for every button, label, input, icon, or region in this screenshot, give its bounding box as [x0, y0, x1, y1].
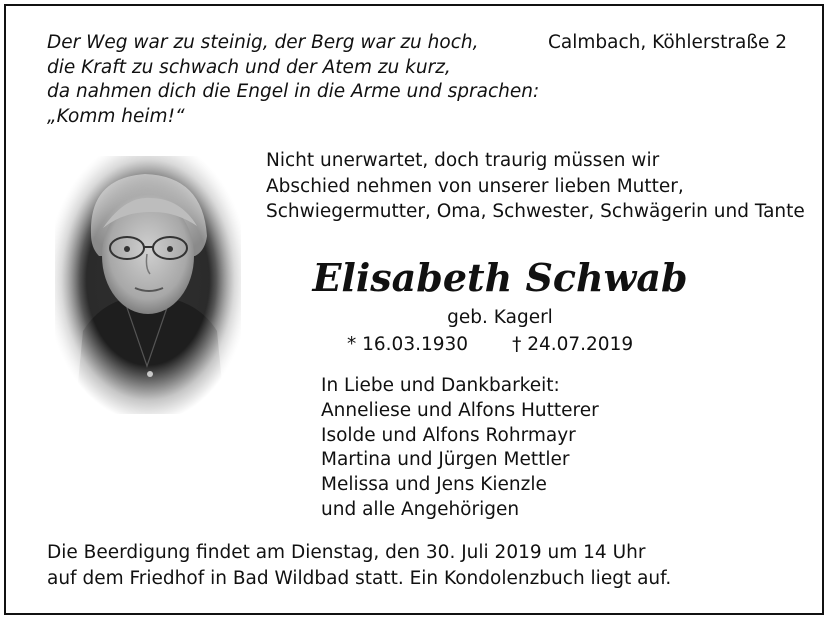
- family-intro: In Liebe und Dankbarkeit:: [321, 375, 560, 396]
- announcement-line: Abschied nehmen von unserer lieben Mutter,: [266, 175, 684, 197]
- birth-date: * 16.03.1930: [347, 334, 469, 355]
- family-member: Isolde und Alfons Rohrmayr: [321, 424, 576, 446]
- deceased-name: Elisabeth Schwab: [312, 255, 688, 300]
- poem-line: da nahmen dich die Engel in die Arme und sprachen:: [47, 81, 540, 102]
- poem-line: Der Weg war zu steinig, der Berg war zu hoch,: [47, 32, 479, 53]
- announcement-line: Schwiegermutter, Oma, Schwester, Schwägerin und Tante: [266, 201, 805, 222]
- announcement-line: Nicht unerwartet, doch traurig müssen wir: [266, 150, 660, 171]
- funeral-line: auf dem Friedhof in Bad Wildbad statt. Ein Kondolenzbuch liegt auf.: [47, 567, 672, 589]
- announcement-text: [266, 148, 805, 225]
- life-dates: [347, 333, 633, 357]
- portrait-photo: [55, 156, 241, 414]
- poem-line: „Komm heim!“: [47, 105, 185, 127]
- family-member: Melissa und Jens Kienzle: [321, 474, 547, 496]
- birth-name: geb. Kagerl: [447, 307, 553, 328]
- family-member: Anneliese und Alfons Hutterer: [321, 399, 599, 421]
- family-member: Martina und Jürgen Mettler: [321, 449, 570, 471]
- family-list: [321, 374, 599, 523]
- portrait-illustration: [55, 156, 241, 414]
- family-member: und alle Angehörigen: [321, 498, 520, 520]
- funeral-notice: [47, 540, 671, 591]
- poem-verse: [47, 31, 539, 129]
- death-date: † 24.07.2019: [512, 334, 634, 355]
- poem-line: die Kraft zu schwach und der Atem zu kurz,: [47, 56, 451, 78]
- address: Calmbach, Köhlerstraße 2: [548, 32, 788, 53]
- funeral-line: Die Beerdigung findet am Dienstag, den 30. Juli 2019 um 14 Uhr: [47, 542, 646, 563]
